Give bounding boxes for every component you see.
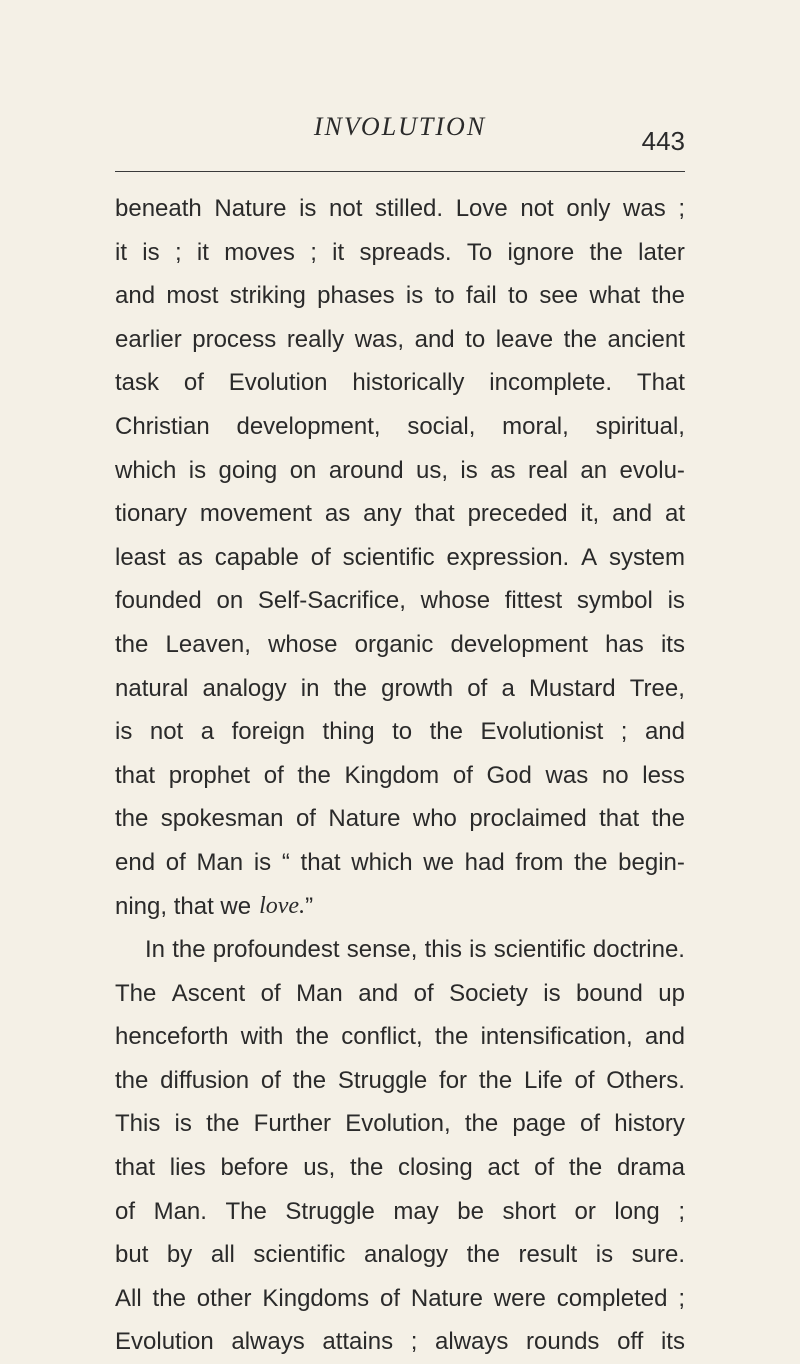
- word: and: [358, 979, 399, 1007]
- word: Nature: [214, 195, 287, 222]
- word: Evolutionist: [480, 718, 604, 746]
- word: always: [435, 1328, 509, 1356]
- word: tionary: [115, 500, 188, 528]
- word: Evolution: [115, 1328, 214, 1356]
- page-number: 443: [641, 126, 685, 156]
- word: and: [612, 500, 653, 528]
- word: other: [196, 1284, 252, 1312]
- word: the: [464, 1110, 499, 1138]
- word: ancient: [607, 325, 685, 353]
- word: any: [363, 500, 402, 528]
- word: of: [260, 1066, 281, 1094]
- word: of: [574, 1066, 595, 1094]
- word: “: [281, 848, 290, 876]
- word: what: [589, 282, 641, 310]
- word: of: [183, 369, 204, 397]
- word: and: [644, 1023, 685, 1051]
- word: were: [493, 1284, 546, 1312]
- word: an: [580, 456, 608, 484]
- word: natural: [115, 674, 189, 702]
- word: before: [220, 1154, 289, 1182]
- word: Ascent: [171, 979, 246, 1007]
- word: had: [464, 848, 505, 876]
- word: on: [216, 587, 244, 615]
- text-line: [115, 1102, 685, 1146]
- closing-quote: ”: [305, 892, 314, 920]
- word: we: [423, 848, 454, 876]
- word: Man.: [153, 1197, 207, 1225]
- word: In: [145, 936, 166, 964]
- word: us,: [303, 1154, 336, 1182]
- word: was: [623, 195, 666, 222]
- word: is: [469, 936, 487, 964]
- word: Tree,: [629, 674, 685, 702]
- word: act: [487, 1154, 520, 1182]
- word: is: [460, 456, 478, 484]
- word: of: [295, 805, 316, 833]
- word: is: [142, 238, 160, 266]
- word: The: [225, 1197, 267, 1225]
- text-line: [115, 405, 685, 449]
- text-line: [115, 667, 685, 711]
- header-rule: [115, 171, 685, 172]
- word: preceded: [467, 500, 568, 528]
- word: a: [200, 718, 215, 746]
- word: ;: [620, 718, 628, 746]
- word: is: [667, 587, 685, 615]
- text-line: [115, 361, 685, 405]
- word: to: [392, 718, 413, 746]
- word: Evolution: [228, 369, 328, 397]
- word: expression.: [446, 543, 570, 571]
- word: the: [574, 848, 608, 876]
- word: it,: [580, 500, 600, 528]
- word: to: [465, 325, 486, 353]
- word: fittest: [504, 587, 563, 615]
- word: founded: [115, 587, 202, 615]
- word: of: [260, 979, 281, 1007]
- word: not: [520, 195, 554, 222]
- word: growth: [381, 674, 454, 702]
- word: organic: [354, 630, 434, 658]
- word: foreign: [231, 718, 306, 746]
- word: moves: [224, 238, 295, 266]
- word: Self-Sacrifice,: [257, 587, 406, 615]
- word: the: [115, 805, 149, 833]
- word: ;: [310, 238, 317, 266]
- word: the: [292, 1066, 327, 1094]
- word: The: [115, 979, 157, 1007]
- word: ;: [678, 195, 685, 222]
- word: as: [490, 456, 516, 484]
- word: later: [638, 238, 685, 266]
- word: ;: [410, 1328, 418, 1356]
- word: this: [424, 936, 462, 964]
- word: short: [502, 1197, 556, 1225]
- word: spokesman: [160, 805, 284, 833]
- word: to: [508, 282, 529, 310]
- word: Evolution,: [345, 1110, 451, 1138]
- text-line: [115, 754, 685, 798]
- word: of: [452, 761, 473, 789]
- word: ignore: [507, 238, 575, 266]
- text-line: [115, 231, 685, 275]
- word: social,: [407, 412, 476, 440]
- word: leave: [495, 325, 554, 353]
- word: with: [240, 1023, 284, 1051]
- word: that: [414, 500, 455, 528]
- word: the: [568, 1154, 603, 1182]
- word: the: [651, 282, 685, 310]
- text-line: [115, 841, 685, 885]
- text-line: [115, 318, 685, 362]
- word: Further: [253, 1110, 332, 1138]
- word: all: [210, 1241, 235, 1269]
- word: earlier: [115, 325, 182, 353]
- word: not: [329, 195, 363, 222]
- word: most: [166, 282, 219, 310]
- text-line: [115, 1146, 685, 1190]
- word: Christian: [115, 412, 210, 440]
- word: conflict,: [341, 1023, 423, 1051]
- text-line: [115, 928, 685, 972]
- word: the: [429, 718, 463, 746]
- word: Man: [296, 979, 343, 1007]
- text-line: [115, 1015, 685, 1059]
- word: Struggle: [285, 1197, 375, 1225]
- text-line: [115, 1059, 685, 1103]
- word: of: [413, 979, 434, 1007]
- word: of: [534, 1154, 555, 1182]
- word: is: [543, 979, 561, 1007]
- word: analogy: [202, 674, 287, 702]
- word: the: [115, 1066, 149, 1094]
- italic-love: love.: [259, 892, 306, 919]
- word: is: [595, 1241, 614, 1269]
- word: Society: [449, 979, 528, 1007]
- word: at: [664, 500, 685, 528]
- word: of: [379, 1284, 400, 1312]
- word: of: [467, 674, 488, 702]
- word: sure.: [631, 1241, 685, 1269]
- word: the: [651, 805, 685, 833]
- word: striking: [229, 282, 306, 310]
- word: intensification,: [480, 1023, 633, 1051]
- word: on: [289, 456, 317, 484]
- word: development,: [236, 412, 381, 440]
- word: is: [405, 282, 424, 310]
- word: evolu-: [619, 456, 685, 484]
- word: scientific: [253, 1241, 346, 1269]
- word: its: [660, 1328, 685, 1356]
- word: page: [512, 1110, 566, 1138]
- word: Leaven,: [165, 630, 251, 658]
- body-text: [115, 187, 685, 1364]
- word: it: [332, 238, 345, 266]
- word: historically: [352, 369, 465, 397]
- word: the: [115, 630, 149, 658]
- word: around: [328, 456, 404, 484]
- text-line: [115, 1277, 685, 1321]
- word: who: [412, 805, 457, 833]
- text-line: [115, 536, 685, 580]
- paragraph-end-line: [115, 885, 685, 929]
- text-line: [115, 1190, 685, 1234]
- word: less: [642, 761, 685, 789]
- word: has: [605, 630, 644, 658]
- word: ;: [678, 1284, 685, 1312]
- word: drama: [616, 1154, 685, 1182]
- word: the: [297, 761, 331, 789]
- short-line-text: ning, that we: [115, 892, 252, 920]
- word: incomplete.: [489, 369, 613, 397]
- word: is: [174, 1110, 192, 1138]
- word: to: [434, 282, 455, 310]
- word: prophet: [168, 761, 251, 789]
- word: or: [574, 1197, 596, 1225]
- word: system: [608, 543, 685, 571]
- word: really: [286, 325, 345, 353]
- text-line: [115, 274, 685, 318]
- word: end: [115, 848, 156, 876]
- word: from: [515, 848, 564, 876]
- word: but: [115, 1241, 149, 1269]
- word: a: [501, 674, 515, 702]
- word: not: [149, 718, 184, 746]
- word: Nature: [328, 805, 401, 833]
- word: it: [196, 238, 209, 266]
- word: by: [166, 1241, 193, 1269]
- word: bound: [576, 979, 643, 1007]
- word: was,: [354, 325, 405, 353]
- word: diffusion: [160, 1066, 250, 1094]
- word: result: [518, 1241, 578, 1269]
- word: of: [115, 1197, 136, 1225]
- word: analogy: [363, 1241, 449, 1269]
- word: us,: [415, 456, 448, 484]
- word: Kingdom: [344, 761, 440, 789]
- word: fail: [466, 282, 497, 310]
- word: Kingdoms: [262, 1284, 370, 1312]
- word: A: [581, 543, 598, 571]
- word: the: [172, 936, 206, 964]
- text-line: [115, 1320, 685, 1364]
- word: no: [601, 761, 629, 789]
- word: Others.: [606, 1066, 685, 1094]
- word: which: [351, 848, 413, 876]
- word: that: [599, 805, 640, 833]
- word: task: [115, 369, 160, 397]
- word: the: [333, 674, 367, 702]
- word: Mustard: [528, 674, 616, 702]
- word: whose: [268, 630, 338, 658]
- word: going: [218, 456, 278, 484]
- word: the: [206, 1110, 240, 1138]
- word: symbol: [576, 587, 653, 615]
- word: of: [310, 543, 331, 571]
- word: that: [300, 848, 341, 876]
- word: lies: [169, 1154, 206, 1182]
- word: history: [614, 1110, 685, 1138]
- word: beneath: [115, 195, 202, 222]
- word: moral,: [502, 412, 569, 440]
- text-line: [115, 972, 685, 1016]
- word: the: [478, 1066, 513, 1094]
- word: closing: [398, 1154, 473, 1182]
- word: the: [434, 1023, 469, 1051]
- word: proclaimed: [469, 805, 587, 833]
- word: of: [263, 761, 284, 789]
- word: of: [165, 848, 186, 876]
- text-line: [115, 187, 685, 231]
- word: scientific: [493, 936, 586, 964]
- word: Man: [196, 848, 244, 876]
- text-line: [115, 797, 685, 841]
- word: in: [300, 674, 320, 702]
- word: rounds: [526, 1328, 600, 1356]
- word: long: [614, 1197, 660, 1225]
- word: as: [324, 500, 351, 528]
- text-line: [115, 710, 685, 754]
- word: the: [589, 238, 623, 266]
- word: scientific: [342, 543, 435, 571]
- word: and: [115, 282, 156, 310]
- text-line: [115, 492, 685, 536]
- word: God: [486, 761, 532, 789]
- word: up: [658, 979, 685, 1007]
- word: phases: [317, 282, 395, 310]
- word: was: [545, 761, 589, 789]
- word: process: [192, 325, 277, 353]
- word: capable: [214, 543, 299, 571]
- word: which: [115, 456, 177, 484]
- word: and: [414, 325, 455, 353]
- running-title: INVOLUTION: [313, 112, 487, 141]
- word: may: [393, 1197, 439, 1225]
- word: and: [644, 718, 685, 746]
- word: Nature: [410, 1284, 483, 1312]
- word: real: [527, 456, 568, 484]
- word: profoundest: [212, 936, 340, 964]
- word: is: [115, 718, 133, 746]
- word: henceforth: [115, 1023, 229, 1051]
- text-line: [115, 1233, 685, 1277]
- word: as: [177, 543, 203, 571]
- word: the: [152, 1284, 186, 1312]
- word: is: [188, 456, 207, 484]
- word: the: [349, 1154, 384, 1182]
- word: This: [115, 1110, 161, 1138]
- word: ;: [678, 1197, 685, 1225]
- word: always: [231, 1328, 305, 1356]
- word: sense,: [346, 936, 418, 964]
- word: the: [563, 325, 597, 353]
- word: attains: [322, 1328, 394, 1356]
- text-line: [115, 449, 685, 493]
- word: that: [115, 761, 156, 789]
- text-line: [115, 623, 685, 667]
- word: is: [299, 195, 317, 222]
- word: the: [466, 1241, 500, 1269]
- word: spiritual,: [595, 412, 685, 440]
- text-line: [115, 579, 685, 623]
- word: of: [580, 1110, 601, 1138]
- word: that: [115, 1154, 156, 1182]
- word: spreads.: [359, 238, 452, 266]
- word: whose: [420, 587, 491, 615]
- word: the: [295, 1023, 330, 1051]
- word: least: [115, 543, 166, 571]
- word: thing: [322, 718, 375, 746]
- word: doctrine.: [592, 936, 685, 964]
- word: it: [115, 238, 127, 266]
- word: To: [466, 238, 493, 266]
- word: see: [539, 282, 579, 310]
- word: begin-: [618, 848, 685, 876]
- word: ;: [174, 238, 182, 266]
- word: That: [636, 369, 685, 397]
- word: stilled.: [375, 195, 444, 222]
- word: completed: [556, 1284, 668, 1312]
- word: off: [617, 1328, 644, 1356]
- word: Love: [455, 195, 508, 222]
- word: be: [457, 1197, 484, 1225]
- word: Struggle: [337, 1066, 428, 1094]
- word: is: [253, 848, 272, 876]
- word: its: [660, 630, 685, 658]
- word: Life: [523, 1066, 563, 1094]
- word: for: [439, 1066, 468, 1094]
- word: development: [450, 630, 588, 658]
- word: movement: [199, 500, 312, 528]
- word: only: [566, 195, 611, 222]
- word: All: [115, 1284, 142, 1312]
